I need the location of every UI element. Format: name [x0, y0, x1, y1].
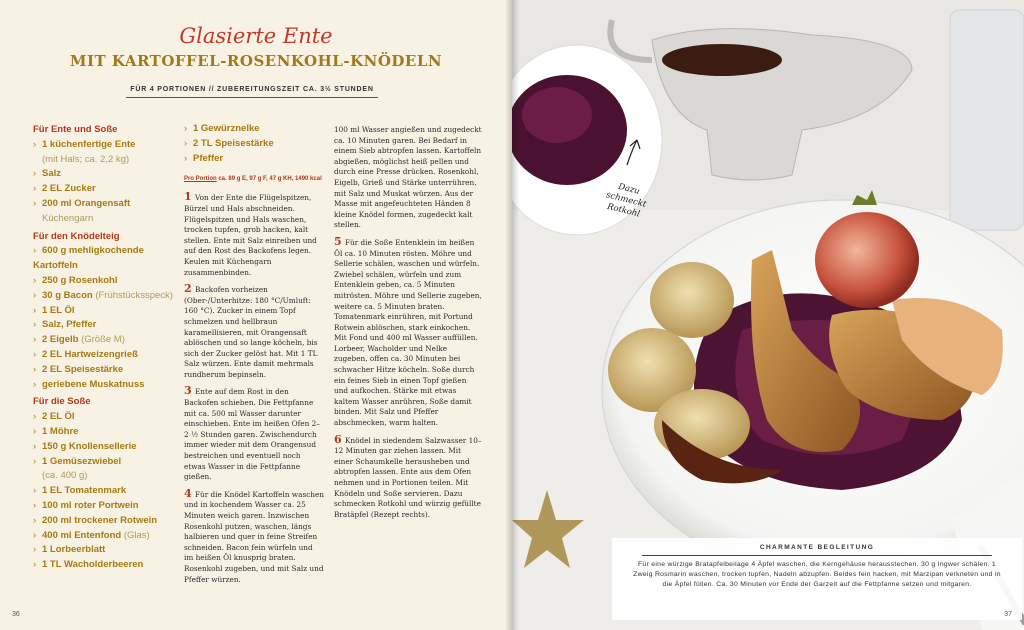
ingredient-item: › 2 TL Speisestärke — [184, 137, 274, 149]
step: 3 Ente auf dem Rost in den Backofen schieben. Die Fettpfanne mit ca. 500 ml Wasser darunter einschieben. Ente im heißen Ofen 2–2 ½ Stunden garen. Zwischendurch immer wieder mit dem Orangensud bestreichen und eventuell noch etwas Wasser in die Fettpfanne gießen. — [184, 384, 320, 482]
ingredient-item: › 1 Gewürznelke — [184, 123, 260, 134]
section-heading: Für den Knödelteig — [33, 230, 120, 242]
food-photo — [512, 0, 1024, 630]
recipe-title-script: Glasierte Ente — [179, 24, 333, 48]
sidebar-divider — [642, 555, 992, 556]
page-number-left: 36 — [12, 611, 20, 618]
ingredient-item: › 1 EL Öl — [33, 304, 75, 316]
ingredient-item: Küchengarn — [42, 212, 94, 224]
ingredient-item: › 2 EL Speisestärke — [33, 363, 124, 375]
steps-list — [184, 192, 324, 585]
dumpling — [654, 389, 750, 461]
recipe-title-main: MIT KARTOFFEL-ROSENKOHL-KNÖDELN — [69, 52, 443, 70]
recipe-meta: FÜR 4 PORTIONEN // ZUBEREITUNGSZEIT CA. 3½ STUNDEN — [130, 86, 374, 93]
sidebar-text: Für eine würzige Bratapfelbeilage 4 Äpfel waschen, die Kerngehäuse herausstechen. 30 g Ingwer schälen. 1 Zweig Rosmarin waschen, trocken tupfen, Nadeln abzupfen. Beides fein hacken, mit Marzipan verkneten und in die Äpfel füllen. Ca. 30 Minuten vor Ende der Garzeit auf die Fettpfanne setzen und mitgaren. — [633, 561, 1001, 589]
ingredient-item: › geriebene Muskatnuss — [33, 378, 145, 390]
baked-apple — [815, 212, 919, 308]
step: 5 Für die Soße Entenklein im heißen Öl ca. 10 Minuten rösten. Möhre und Sellerie schälen, waschen und würfeln. Zwiebel schälen, würfeln und zum Entenklein geben, ca. 5 Minuten mitrösten. Möhre und Sellerie zugeben, weitere ca. 5 Minuten braten. Tomatenmark einrühren, mit Portund Rotwein ablöschen, stark einkochen. Mit Fond und 400 ml Wasser auffüllen. Lorbeer, Wacholder und Nelke zugeben, offen ca. 30 Minuten bei schwacher Hitze köcheln. Soße durch ein feines Sieb in einen Topf gießen und aufkochen. Stärke mit etwas kaltem Wasser anrühren, Soße damit binden. Mit Salz und Pfeffer abschmecken, warm halten. — [334, 234, 482, 428]
ingredient-item: › 2 Eigelb (Größe M) — [33, 334, 125, 346]
sidebar-title: CHARMANTE BEGLEITUNG — [759, 544, 875, 551]
steps-column-1 — [184, 122, 324, 591]
ingredient-item: › 1 Möhre — [33, 425, 79, 437]
ingredient-item: › 100 ml roter Portwein — [33, 499, 139, 511]
ingredient-item: › 30 g Bacon (Frühstücksspeck) — [33, 289, 173, 301]
dumpling — [650, 262, 734, 338]
ingredient-item: › 1 TL Wacholderbeeren — [33, 559, 144, 571]
ingredient-item: › 200 ml trockener Rotwein — [33, 514, 158, 526]
step: 4 Für die Knödel Kartoffeln waschen und in kochendem Wasser ca. 25 Minuten weich garen. Inzwischen Rosenkohl putzen, waschen, längs halbieren und quer in feine Streifen schneiden. Bacon fein würfeln und im heißen Öl knusprig braten. Rosenkohl zugeben, und mit Salz und Pfeffer würzen. — [184, 486, 324, 584]
steps-column-2 — [334, 125, 482, 526]
ingredient-item: › 2 EL Zucker — [33, 183, 96, 195]
ingredient-item: › 1 Gemüsezwiebel (ca. 400 g) — [33, 455, 122, 482]
ingredient-item: › Salz, Pfeffer — [33, 319, 97, 331]
ingredient-item: › 150 g Knollensellerie — [33, 440, 137, 452]
right-page — [512, 0, 1024, 630]
section-heading: Für die Soße — [33, 396, 91, 408]
ingredient-item: › 1 küchenfertige Ente (mit Hals; ca. 2,2 kg) — [33, 138, 136, 165]
ingredient-item: › 2 EL Öl — [33, 411, 75, 423]
ingredient-item: › 250 g Rosenkohl — [33, 274, 118, 286]
ingredient-item: › Salz — [33, 168, 62, 180]
step: 6 Knödel in siedendem Salzwasser 10–12 Minuten gar ziehen lassen. Mit einer Schaumkelle herausheben und abtropfen lassen. Ente aus dem Ofen nehmen und in Portionen teilen. Mit Knödeln und Soße servieren. Dazu schmecken Rotkohl und würzig gefüllte Bratäpfel (Rezept rechts). — [334, 432, 482, 519]
ingredients-column — [33, 122, 173, 573]
ingredient-item: › 600 g mehligkochende Kartoffeln — [33, 245, 144, 272]
ingredient-item: › 200 ml Orangensaft — [33, 197, 131, 209]
ingredient-item: › 2 EL Hartweizengrieß — [33, 348, 138, 360]
ingredient-item: › 1 Lorbeerblatt — [33, 544, 106, 556]
book-gutter — [505, 0, 519, 630]
ingredient-item: › 1 EL Tomatenmark — [33, 485, 127, 497]
meta-divider — [126, 97, 378, 98]
section-heading: Für Ente und Soße — [33, 124, 118, 135]
step-continuation: 100 ml Wasser angießen und zugedeckt ca. 10 Minuten garen. Bei Bedarf in einem Sieb abtropfen lassen. Kartoffeln abgießen, möglichst heiß pellen und durch eine Presse drücken. Rosenkohl, Eigelb, Grieß und Stärke unterrühren, mit Salz und Muskat würzen. Aus der Masse mit angefeuchteten Händen 8 kleine Knödel formen, zugedeckt kalt stellen. — [334, 125, 482, 230]
ingredient-item: › Pfeffer — [184, 152, 224, 164]
sidebar-box — [612, 538, 1022, 620]
ingredient-item: › 400 ml Entenfond (Glas) — [33, 529, 150, 541]
handwritten-note: Dazu schmeckt Rotkohl — [605, 181, 648, 220]
step: 1 Von der Ente die Flügelspitzen, Bürzel und Hals abschneiden. Flügelspitzen und Hals waschen, trocken tupfen, grob hacken, kalt stellen. Ente mit Salz einreiben und auf den Rost des Backofens legen. Keulen mit Küchengarn zusammenbinden. — [184, 190, 317, 277]
step: 2 Backofen vorheizen (Ober-/Unterhitze: 180 °C/Umluft: 160 °C). Zucker in einem Topf schmelzen und hellbraun karamellisieren, mit Orangensaft ablöschen und so lange köcheln, bis sich der Zucker gelöst hat. Mit 1 TL Salz würzen. Ente damit mehrmals rundherum bepinseln. — [184, 282, 318, 379]
nutrition-info: Pro Portion ca. 89 g E, 97 g F, 47 g KH, 1490 kcal — [184, 176, 322, 183]
page-number-right: 37 — [1004, 611, 1012, 618]
